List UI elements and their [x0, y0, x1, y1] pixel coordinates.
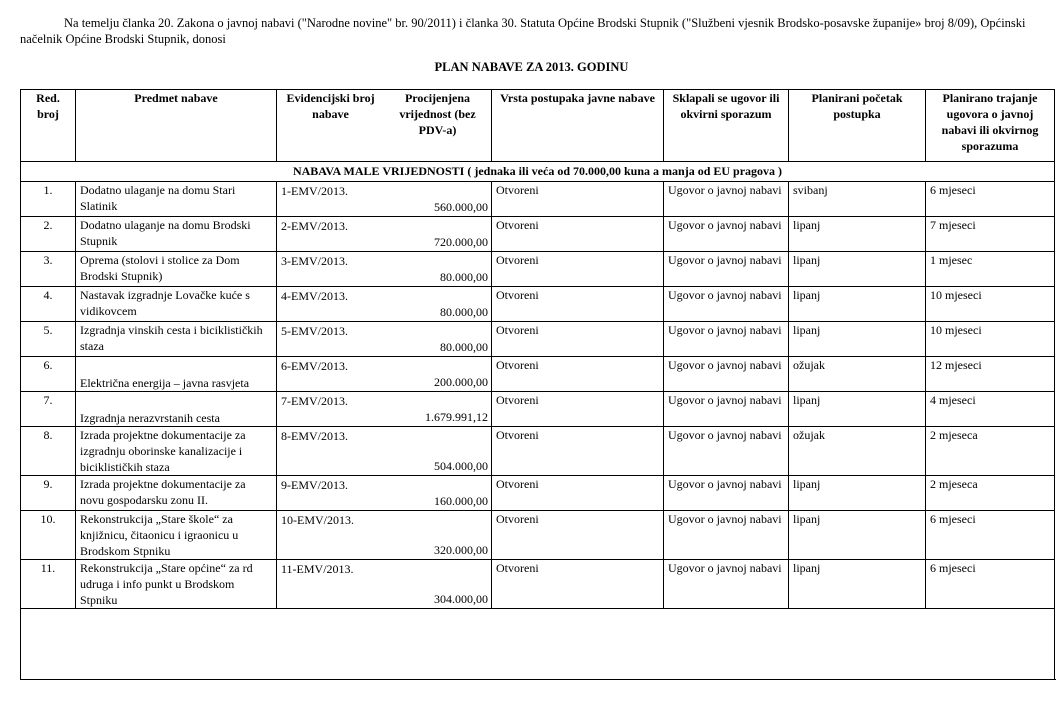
row-evidence-cell	[277, 392, 492, 427]
row-duration: 7 mjeseci	[926, 217, 1055, 252]
row-subject: Izrada projektne dokumentacije za izgradnju oborinske kanalizacije i biciklističkih staza	[76, 427, 277, 476]
header-vrsta: Vrsta postupaka javne nabave	[492, 90, 664, 162]
row-duration: 1 mjesec	[926, 252, 1055, 287]
table-row	[21, 182, 1055, 217]
row-evidence-cell	[277, 511, 492, 560]
row-subject: Oprema (stolovi i stolice za Dom Brodski Stupnik)	[76, 252, 277, 287]
row-number: 5.	[21, 322, 76, 357]
row-number: 7.	[21, 392, 76, 427]
row-estimated-value: 80.000,00	[440, 270, 488, 284]
row-evidence-number: 9-EMV/2013.	[281, 478, 348, 492]
row-subject: Izrada projektne dokumentacije za novu gospodarsku zonu II.	[76, 476, 277, 511]
row-duration: 2 mjeseca	[926, 476, 1055, 511]
intro-paragraph: Na temelju članka 20. Zakona o javnoj nabavi ("Narodne novine" br. 90/2011) i članka 30. Statuta Općine Brodski Stupnik ("Službeni vjesnik Brodsko-posavske županije» broj 8/09), Općinski načelnik Općine Brodski Stupnik, donosi	[20, 16, 1026, 46]
header-red-broj: Red. broj	[21, 90, 76, 162]
table-row	[21, 511, 1055, 560]
document-title: PLAN NABAVE ZA 2013. GODINU	[434, 60, 629, 74]
row-subject: Nastavak izgradnje Lovačke kuće s vidikovcem	[76, 287, 277, 322]
header-pocetak: Planirani početak postupka	[789, 90, 926, 162]
row-procedure-type: Otvoreni	[492, 357, 664, 392]
row-evidence-cell	[277, 560, 492, 609]
row-evidence-number: 1-EMV/2013.	[281, 184, 348, 198]
row-contract-type: Ugovor o javnoj nabavi	[664, 511, 789, 560]
row-evidence-number: 7-EMV/2013.	[281, 394, 348, 408]
section-row	[21, 162, 1055, 182]
row-number: 9.	[21, 476, 76, 511]
row-procedure-type: Otvoreni	[492, 476, 664, 511]
row-estimated-value: 1.679.991,12	[425, 410, 488, 424]
row-evidence-cell	[277, 252, 492, 287]
row-start: lipanj	[789, 511, 926, 560]
row-start: lipanj	[789, 322, 926, 357]
row-start: lipanj	[789, 252, 926, 287]
row-start: lipanj	[789, 217, 926, 252]
section-title: NABAVA MALE VRIJEDNOSTI ( jednaka ili veća od 70.000,00 kuna a manja od EU pragova )	[21, 162, 1055, 182]
row-evidence-number: 4-EMV/2013.	[281, 289, 348, 303]
row-evidence-number: 5-EMV/2013.	[281, 324, 348, 338]
row-estimated-value: 304.000,00	[434, 592, 488, 606]
row-start: ožujak	[789, 427, 926, 476]
row-duration: 10 mjeseci	[926, 287, 1055, 322]
row-number: 2.	[21, 217, 76, 252]
row-evidence-cell	[277, 287, 492, 322]
row-estimated-value: 160.000,00	[434, 494, 488, 508]
row-procedure-type: Otvoreni	[492, 182, 664, 217]
row-procedure-type: Otvoreni	[492, 252, 664, 287]
row-estimated-value: 320.000,00	[434, 543, 488, 557]
row-number: 4.	[21, 287, 76, 322]
table-row	[21, 252, 1055, 287]
header-trajanje: Planirano trajanje ugovora o javnoj nabavi ili okvirnog sporazuma	[926, 90, 1055, 162]
table-row	[21, 476, 1055, 511]
row-procedure-type: Otvoreni	[492, 217, 664, 252]
row-duration: 4 mjeseci	[926, 392, 1055, 427]
row-contract-type: Ugovor o javnoj nabavi	[664, 322, 789, 357]
row-evidence-cell	[277, 476, 492, 511]
row-number: 3.	[21, 252, 76, 287]
row-subject: Dodatno ulaganje na domu Brodski Stupnik	[76, 217, 277, 252]
header-evid-label: Evidencijski broj nabave	[286, 91, 375, 121]
row-number: 6.	[21, 357, 76, 392]
row-subject: Električna energija – javna rasvjeta	[76, 357, 277, 392]
table-row	[21, 287, 1055, 322]
row-evidence-cell	[277, 322, 492, 357]
row-evidence-number: 8-EMV/2013.	[281, 429, 348, 443]
table-row	[21, 427, 1055, 476]
row-evidence-number: 3-EMV/2013.	[281, 254, 348, 268]
row-evidence-cell	[277, 182, 492, 217]
row-procedure-type: Otvoreni	[492, 511, 664, 560]
row-procedure-type: Otvoreni	[492, 427, 664, 476]
header-procjena-label: Procijenjena vrijednost (bez PDV-a)	[399, 91, 476, 137]
row-procedure-type: Otvoreni	[492, 287, 664, 322]
row-number: 11.	[21, 560, 76, 609]
row-subject: Rekonstrukcija „Stare škole“ za knjižnicu, čitaonicu i igraonicu u Brodskom Stpniku	[76, 511, 277, 560]
row-duration: 10 mjeseci	[926, 322, 1055, 357]
row-start: lipanj	[789, 476, 926, 511]
row-duration: 12 mjeseci	[926, 357, 1055, 392]
row-duration: 6 mjeseci	[926, 560, 1055, 609]
row-contract-type: Ugovor o javnoj nabavi	[664, 392, 789, 427]
row-start: svibanj	[789, 182, 926, 217]
row-evidence-number: 11-EMV/2013.	[281, 562, 354, 576]
row-duration: 6 mjeseci	[926, 182, 1055, 217]
row-subject: Izgradnja vinskih cesta i biciklističkih staza	[76, 322, 277, 357]
row-evidence-cell	[277, 217, 492, 252]
row-start: lipanj	[789, 287, 926, 322]
row-number: 10.	[21, 511, 76, 560]
table-row	[21, 217, 1055, 252]
row-subject: Dodatno ulaganje na domu Stari Slatinik	[76, 182, 277, 217]
row-estimated-value: 560.000,00	[434, 200, 488, 214]
empty-cell	[21, 609, 1055, 680]
header-row	[21, 90, 1055, 162]
row-start: lipanj	[789, 392, 926, 427]
row-estimated-value: 80.000,00	[440, 340, 488, 354]
row-procedure-type: Otvoreni	[492, 392, 664, 427]
row-contract-type: Ugovor o javnoj nabavi	[664, 357, 789, 392]
row-contract-type: Ugovor o javnoj nabavi	[664, 217, 789, 252]
row-contract-type: Ugovor o javnoj nabavi	[664, 182, 789, 217]
header-ugovor: Sklapali se ugovor ili okvirni sporazum	[664, 90, 789, 162]
header-evidencijski	[277, 90, 492, 162]
row-contract-type: Ugovor o javnoj nabavi	[664, 252, 789, 287]
row-procedure-type: Otvoreni	[492, 560, 664, 609]
row-evidence-cell	[277, 357, 492, 392]
row-estimated-value: 504.000,00	[434, 459, 488, 473]
row-evidence-number: 2-EMV/2013.	[281, 219, 348, 233]
row-estimated-value: 720.000,00	[434, 235, 488, 249]
row-subject: Rekonstrukcija „Stare općine“ za rd udruga i info punkt u Brodskom Stpniku	[76, 560, 277, 609]
row-estimated-value: 200.000,00	[434, 375, 488, 389]
row-duration: 2 mjeseca	[926, 427, 1055, 476]
row-estimated-value: 80.000,00	[440, 305, 488, 319]
header-predmet: Predmet nabave	[76, 90, 277, 162]
row-contract-type: Ugovor o javnoj nabavi	[664, 287, 789, 322]
table-row	[21, 560, 1055, 609]
row-number: 1.	[21, 182, 76, 217]
table-row	[21, 322, 1055, 357]
row-evidence-number: 6-EMV/2013.	[281, 359, 348, 373]
table-row	[21, 392, 1055, 427]
row-contract-type: Ugovor o javnoj nabavi	[664, 560, 789, 609]
empty-row	[21, 609, 1055, 680]
row-contract-type: Ugovor o javnoj nabavi	[664, 476, 789, 511]
row-number: 8.	[21, 427, 76, 476]
table-row	[21, 357, 1055, 392]
row-start: ožujak	[789, 357, 926, 392]
procurement-plan-table	[20, 89, 1055, 680]
row-contract-type: Ugovor o javnoj nabavi	[664, 427, 789, 476]
row-procedure-type: Otvoreni	[492, 322, 664, 357]
row-evidence-number: 10-EMV/2013.	[281, 513, 354, 527]
row-duration: 6 mjeseci	[926, 511, 1055, 560]
row-subject: Izgradnja nerazvrstanih cesta	[76, 392, 277, 427]
row-start: lipanj	[789, 560, 926, 609]
row-evidence-cell	[277, 427, 492, 476]
